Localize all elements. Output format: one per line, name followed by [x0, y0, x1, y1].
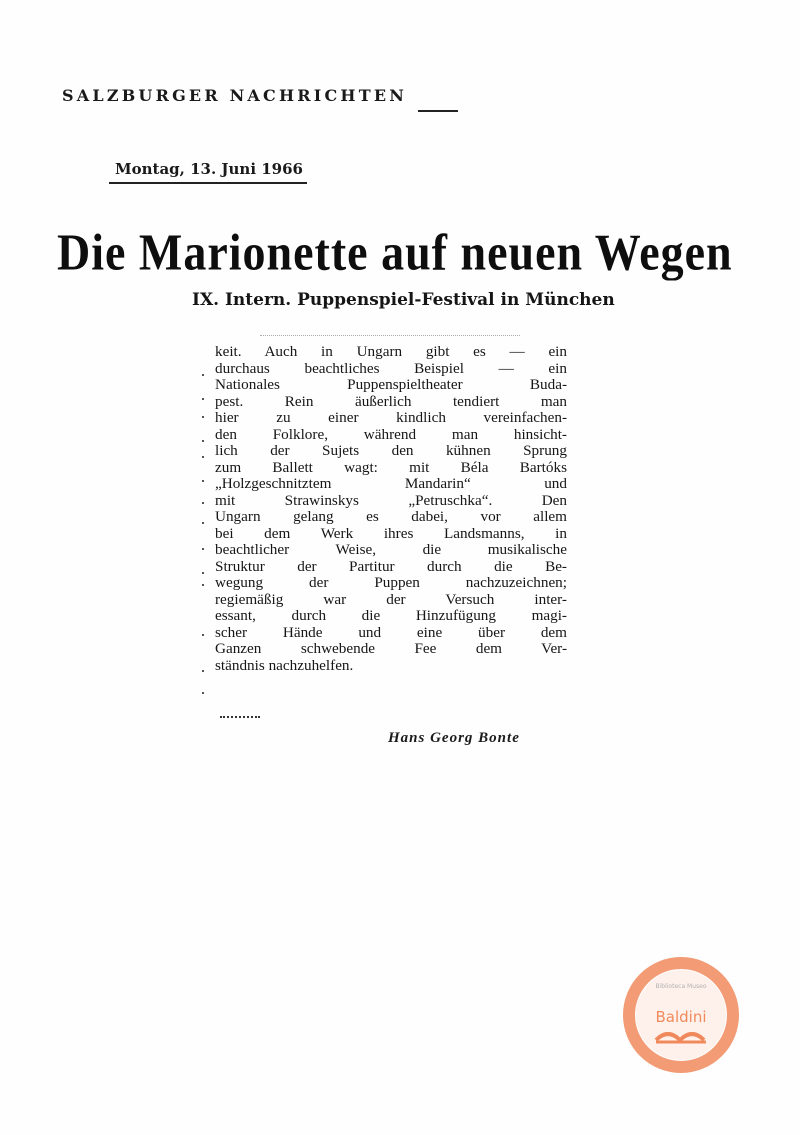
stamp-arc-text: Biblioteca Museo [655, 983, 707, 990]
article-line: ständnis nachzuhelfen. [215, 656, 354, 674]
article-line: essant, durch die Hinzufügung magi- [215, 607, 567, 624]
article-line: keit. Auch in Ungarn gibt es — ein [215, 343, 567, 360]
article-subtitle: IX. Intern. Puppenspiel-Festival in München [192, 290, 615, 310]
article-line: lich der Sujets den kühnen Sprung [215, 442, 567, 459]
library-stamp-logo [622, 956, 740, 1074]
article-line: durchaus beachtliches Beispiel — ein [215, 359, 567, 377]
article-line: bei dem Werk ihres Landsmanns, in [215, 524, 567, 542]
author-byline: Hans Georg Bonte [388, 730, 520, 746]
article-line: regiemäßig war der Versuch inter- [215, 590, 567, 608]
article-line: Ganzen schwebende Fee dem Ver- [215, 640, 567, 657]
article-line: hier zu einer kindlich vereinfachen- [215, 409, 567, 426]
masthead-underline [418, 110, 458, 112]
article-line: den Folklore, während man hinsicht- [215, 425, 567, 443]
article-line: zum Ballett wagt: mit Béla Bartóks [215, 458, 567, 476]
torn-edge-bottom [220, 716, 260, 721]
torn-edge-top [260, 335, 520, 342]
article-line: pest. Rein äußerlich tendiert man [215, 392, 567, 410]
article-line: Nationales Puppenspieltheater Buda- [215, 376, 567, 393]
article-headline: Die Marionette auf neuen Wegen [57, 223, 733, 281]
clipping-margin-marks [200, 352, 210, 712]
article-body [215, 344, 567, 674]
article-line: Struktur der Partitur durch die Be- [215, 557, 567, 575]
publication-date: Montag, 13. Juni 1966 [115, 160, 303, 178]
article-line: wegung der Puppen nachzuzeichnen; [215, 574, 567, 591]
article-line: Ungarn gelang es dabei, vor allem [215, 508, 567, 525]
article-line: beachtlicher Weise, die musikalische [215, 541, 567, 558]
article-line: scher Hände und eine über dem [215, 623, 567, 641]
newspaper-masthead: SALZBURGER NACHRICHTEN [62, 86, 408, 105]
article-line: „Holzgeschnitztem Mandarin“ und [215, 475, 567, 492]
article-line: mit Strawinskys „Petruschka“. Den [215, 491, 567, 509]
stamp-text: Baldini [655, 1008, 707, 1026]
date-underline [109, 182, 307, 184]
